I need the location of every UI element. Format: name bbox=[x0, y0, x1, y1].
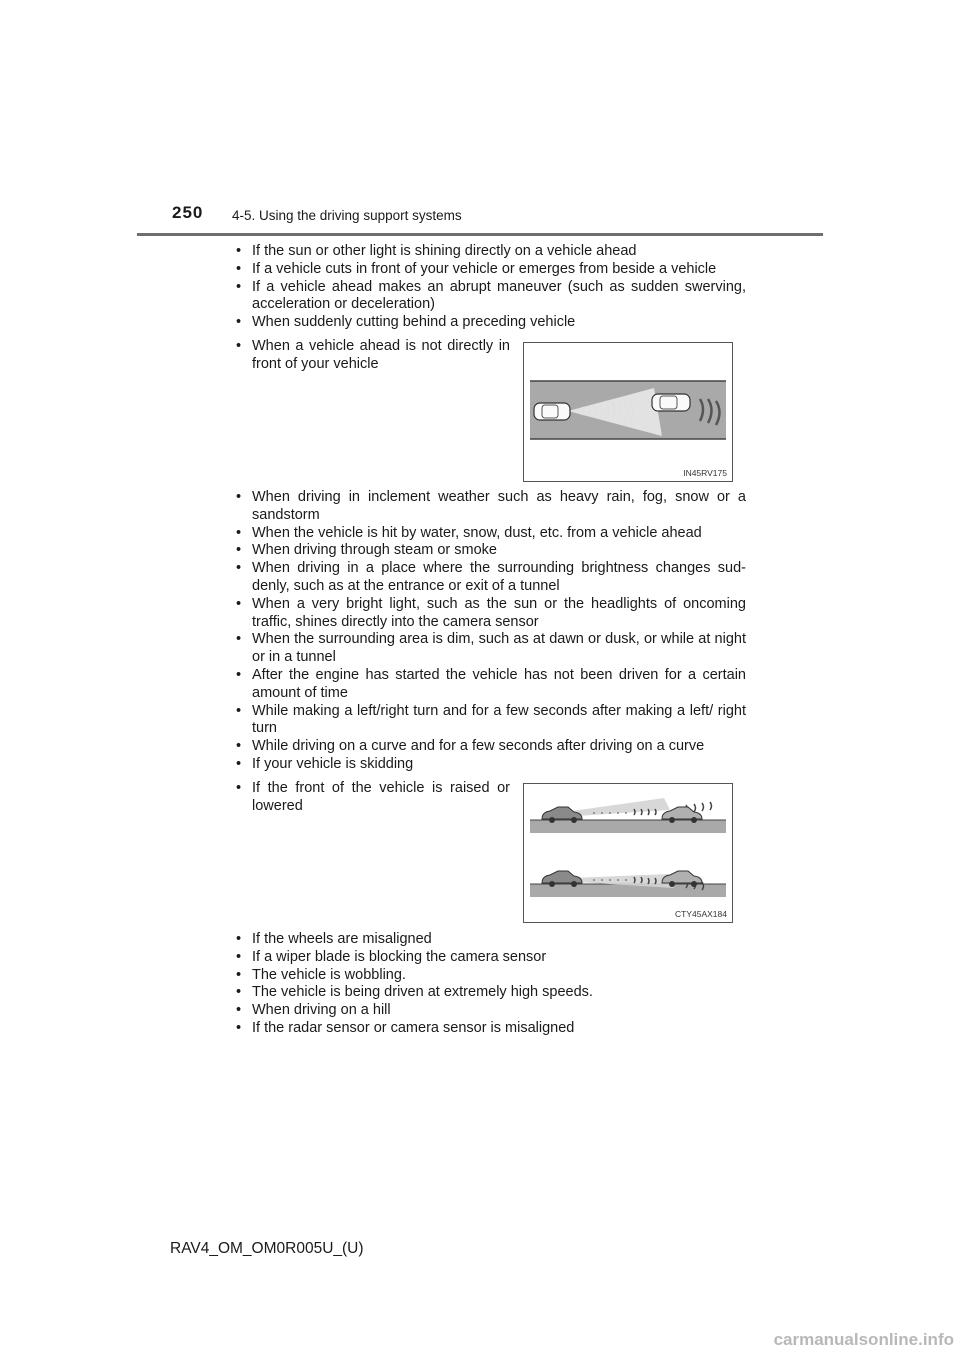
figure-offset-vehicle bbox=[523, 342, 733, 482]
section-title: 4-5. Using the driving support systems bbox=[232, 208, 462, 223]
offset-vehicle-illustration bbox=[524, 343, 732, 481]
list-item: • If the front of the vehicle is raised or lowered bbox=[230, 780, 510, 816]
list-item: • When a vehicle ahead is not directly in front of your vehicle bbox=[230, 338, 510, 374]
list-item: • If a vehicle ahead makes an abrupt maneuver (such as sudden swerving, acceleration or deceleration) bbox=[230, 279, 746, 315]
bullet-list-figure1 bbox=[230, 338, 510, 374]
figure-raised-lowered-vehicle bbox=[523, 783, 733, 923]
page-number: 250 bbox=[172, 203, 204, 222]
bullet-list-figure2 bbox=[230, 780, 510, 816]
list-item: • While driving on a curve and for a few seconds after driving on a curve bbox=[230, 738, 746, 756]
list-item: • The vehicle is wobbling. bbox=[230, 967, 746, 985]
document-code: RAV4_OM_OM0R005U_(U) bbox=[170, 1240, 364, 1257]
list-item: • When driving in inclement weather such as heavy rain, fog, snow or a sandstorm bbox=[230, 489, 746, 525]
list-item: • The vehicle is being driven at extremely high speeds. bbox=[230, 984, 746, 1002]
header-divider bbox=[137, 233, 823, 236]
figure-code: IN45RV175 bbox=[683, 468, 727, 478]
raised-lowered-illustration bbox=[524, 784, 732, 922]
list-item: • After the engine has started the vehicle has not been driven for a certain amount of time bbox=[230, 667, 746, 703]
list-item: • When the surrounding area is dim, such as at dawn or dusk, or while at night or in a tunnel bbox=[230, 631, 746, 667]
list-item: • When a very bright light, such as the sun or the headlights of oncoming traffic, shines directly into the camera sensor bbox=[230, 596, 746, 632]
bullet-list-bottom bbox=[230, 931, 746, 1038]
list-item: • When the vehicle is hit by water, snow, dust, etc. from a vehicle ahead bbox=[230, 525, 746, 543]
bullet-list-middle bbox=[230, 489, 746, 774]
list-item: • If a vehicle cuts in front of your vehicle or emerges from beside a vehicle bbox=[230, 261, 746, 279]
watermark: carmanualsonline.info bbox=[773, 1330, 954, 1349]
list-item: • If a wiper blade is blocking the camera sensor bbox=[230, 949, 746, 967]
figure-code: CTY45AX184 bbox=[675, 909, 727, 919]
list-item: • If the wheels are misaligned bbox=[230, 931, 746, 949]
list-item: • When driving in a place where the surrounding brightness changes sud-denly, such as at the entrance or exit of a tunnel bbox=[230, 560, 746, 596]
list-item: • If the sun or other light is shining directly on a vehicle ahead bbox=[230, 243, 746, 261]
list-item: • If the radar sensor or camera sensor is misaligned bbox=[230, 1020, 746, 1038]
bullet-list-top bbox=[230, 243, 746, 332]
list-item: • If your vehicle is skidding bbox=[230, 756, 746, 774]
list-item: • While making a left/right turn and for a few seconds after making a left/ right turn bbox=[230, 703, 746, 739]
list-item: • When suddenly cutting behind a preceding vehicle bbox=[230, 314, 746, 332]
list-item: • When driving through steam or smoke bbox=[230, 542, 746, 560]
list-item: • When driving on a hill bbox=[230, 1002, 746, 1020]
